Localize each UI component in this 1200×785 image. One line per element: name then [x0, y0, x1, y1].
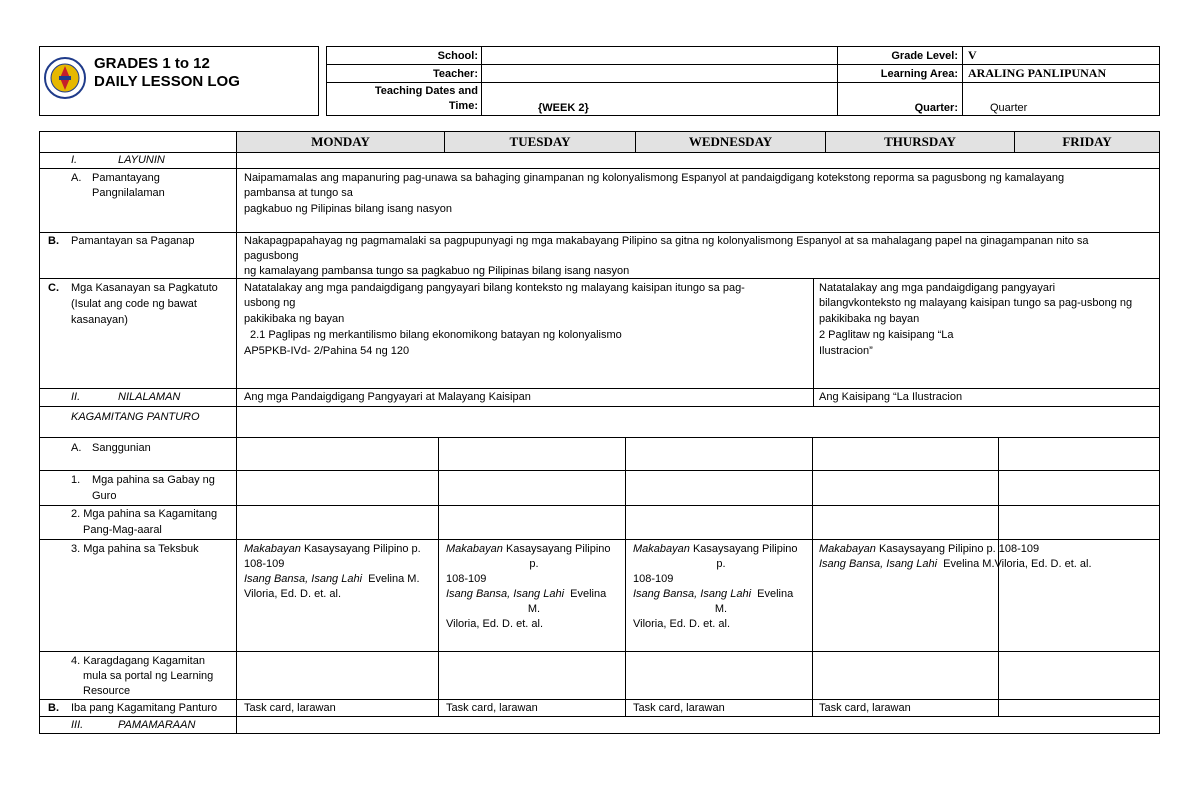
teksbuk-sub: Isang Bansa, Isang Lahi — [446, 588, 565, 600]
iba-num: B. — [48, 702, 59, 714]
header-title-line2: DAILY LESSON LOG — [94, 73, 240, 90]
row-c-left-3: pakikibaka ng bayan — [244, 313, 345, 325]
day-monday: MONDAY — [311, 134, 370, 149]
quarter-label: Quarter: — [914, 102, 958, 114]
row-c-right-1: Natatalakay ang mga pandaigdigang pangyayari — [819, 282, 1056, 294]
day-friday: FRIDAY — [1062, 134, 1112, 149]
grade-level-label: Grade Level: — [891, 50, 958, 62]
row-b-label: Pamantayan sa Paganap — [71, 235, 195, 247]
iba-cell-wednesday: Task card, larawan — [633, 702, 725, 714]
kagamitang-mag-label-2: Pang-Mag-aaral — [83, 524, 162, 536]
quarter-value[interactable]: Quarter — [990, 102, 1028, 114]
teksbuk-title: Kasaysayang Pilipino p. — [303, 543, 421, 555]
teksbuk-monday — [244, 542, 434, 602]
iba-label: Iba pang Kagamitang Panturo — [71, 702, 218, 714]
nilalaman-left: Ang mga Pandaigdigang Pangyayari at Malayang Kaisipan — [244, 391, 531, 403]
sanggunian-label: Sanggunian — [92, 442, 151, 454]
gabay-num: 1. — [71, 474, 81, 486]
row-c-right-3: pakikibaka ng bayan — [819, 313, 920, 325]
teksbuk-book: Makabayan — [633, 543, 690, 555]
teksbuk-label: 3. Mga pahina sa Teksbuk — [71, 543, 199, 555]
karagdagan-label-1: 4. Karagdagang Kagamitan — [71, 655, 205, 667]
row-c-left-5: AP5PKB-IVd- 2/Pahina 54 ng 120 — [244, 345, 410, 357]
kagamitan-label: KAGAMITANG PANTURO — [71, 411, 200, 423]
teksbuk-tuesday — [446, 542, 622, 632]
teksbuk-book: Makabayan — [446, 543, 503, 555]
teksbuk-author2: Viloria, Ed. D. et. al. — [633, 618, 731, 630]
teksbuk-pages: 108-109 — [244, 558, 285, 570]
row-b-text-2: pagusbong — [244, 250, 299, 262]
teksbuk-title-short: Kasaysayang Pilipino — [692, 543, 798, 555]
day-wednesday: WEDNESDAY — [688, 134, 773, 149]
row-a-text-2: pambansa at tungo sa — [244, 187, 353, 199]
karagdagan-label-3: Resource — [83, 685, 131, 697]
row-c-label-3: kasanayan) — [71, 314, 128, 326]
layunin-num: I. — [71, 154, 78, 166]
row-c-label-2: (Isulat ang code ng bawat — [71, 298, 197, 310]
row-c-num: C. — [48, 282, 59, 294]
learning-area-label: Learning Area: — [880, 68, 958, 80]
kagamitang-mag-label-1: 2. Mga pahina sa Kagamitang — [71, 508, 218, 520]
row-b-num: B. — [48, 235, 59, 247]
iba-cell-monday: Task card, larawan — [244, 702, 336, 714]
layunin-label: LAYUNIN — [118, 154, 165, 166]
teksbuk-m: M. — [714, 603, 728, 615]
iba-cell-tuesday: Task card, larawan — [446, 702, 538, 714]
teksbuk-pages: 108-109 — [633, 573, 674, 585]
row-c-left-2: usbong ng — [244, 297, 296, 309]
iba-cell-thursday: Task card, larawan — [819, 702, 911, 714]
teksbuk-author2: Viloria, Ed. D. et. al. — [446, 618, 544, 630]
teksbuk-thu-author: Evelina M.Viloria, Ed. D. et. al. — [943, 558, 1092, 570]
grade-level-value[interactable]: V — [968, 48, 977, 62]
teksbuk-author2: Viloria, Ed. D. et. al. — [244, 588, 342, 600]
gabay-label-1: Mga pahina sa Gabay ng — [92, 474, 215, 486]
row-b-text-1: Nakapagpapahayag ng pagmamalaki sa pagpupunyagi ng mga makabayang Pilipino sa gitna ng kolonyalismong Espanyol at sa mahalagang papel na ginagampanan nito sa — [244, 235, 1089, 247]
row-c-right-2: bilangvkonteksto ng malayang kaisipan tungo sa pag-usbong ng — [819, 297, 1133, 309]
teksbuk-book: Makabayan — [819, 543, 876, 555]
row-c-left-4: 2.1 Paglipas ng merkantilismo bilang ekonomikong batayan ng kolonyalismo — [250, 329, 622, 341]
header-title-line1: GRADES 1 to 12 — [94, 55, 210, 72]
teksbuk-p: p. — [529, 558, 539, 570]
learning-area-value[interactable]: ARALING PANLIPUNAN — [968, 66, 1107, 80]
teksbuk-sub: Isang Bansa, Isang Lahi — [244, 573, 363, 585]
row-a-text-1: Naipamamalas ang mapanuring pag-unawa sa bahaging ginampanan ng kolonyalismong Espanyol at pandaigdigang kotekstong reporma sa pagusbong ng kamalayang — [244, 172, 1065, 184]
teksbuk-book: Makabayan — [244, 543, 301, 555]
row-a-label-2: Pangnilalaman — [92, 187, 165, 199]
teacher-label: Teacher: — [432, 68, 478, 80]
day-thursday: THURSDAY — [884, 134, 956, 149]
teksbuk-p: p. — [716, 558, 726, 570]
nilalaman-label: NILALAMAN — [118, 391, 181, 403]
row-c-left-1: Natatalakay ang mga pandaigdigang pangyayari bilang konteksto ng malayang kaisipan itungo sa pag- — [244, 282, 745, 294]
teksbuk-thu-title: Kasaysayang Pilipino p. 108-109 — [878, 543, 1040, 555]
teksbuk-sub: Isang Bansa, Isang Lahi — [633, 588, 752, 600]
teksbuk-author1: Evelina M. — [368, 573, 420, 585]
teksbuk-evelina: Evelina — [757, 588, 794, 600]
teaching-dates-label: Teaching Dates and Time: — [374, 85, 478, 112]
teksbuk-pages: 108-109 — [446, 573, 487, 585]
teksbuk-wednesday — [633, 542, 809, 632]
teksbuk-m: M. — [527, 603, 541, 615]
pamamaraan-num: III. — [71, 719, 84, 731]
row-b-text-3: ng kamalayang pambansa tungo sa pagkabuo ng Pilipinas bilang isang nasyon — [244, 265, 630, 277]
karagdagan-label-2: mula sa portal ng Learning — [83, 670, 214, 682]
row-a-num: A. — [71, 172, 82, 184]
teksbuk-sub: Isang Bansa, Isang Lahi — [819, 558, 938, 570]
row-c-right-4: 2 Paglitaw ng kaisipang “La — [819, 329, 954, 341]
sanggunian-num: A. — [71, 442, 82, 454]
row-c-right-5: Ilustracion” — [819, 345, 873, 357]
school-label: School: — [437, 50, 478, 62]
teksbuk-title-short: Kasaysayang Pilipino — [505, 543, 611, 555]
row-a-label-1: Pamantayang — [92, 172, 160, 184]
nilalaman-num: II. — [71, 391, 81, 403]
deped-seal-logo — [43, 49, 87, 107]
teksbuk-evelina: Evelina — [570, 588, 607, 600]
lesson-table — [39, 131, 1160, 734]
day-tuesday: TUESDAY — [509, 134, 571, 149]
pamamaraan-label: PAMAMARAAN — [118, 719, 196, 731]
gabay-label-2: Guro — [92, 490, 117, 502]
row-a-text-3: pagkabuo ng Pilipinas bilang isang nasyon — [244, 203, 452, 215]
row-c-label-1: Mga Kasanayan sa Pagkatuto — [71, 282, 218, 294]
teaching-dates-value[interactable]: {WEEK 2} — [538, 102, 589, 114]
nilalaman-right: Ang Kaisipang “La Ilustracion — [819, 391, 963, 403]
teksbuk-thursday — [819, 542, 1149, 572]
